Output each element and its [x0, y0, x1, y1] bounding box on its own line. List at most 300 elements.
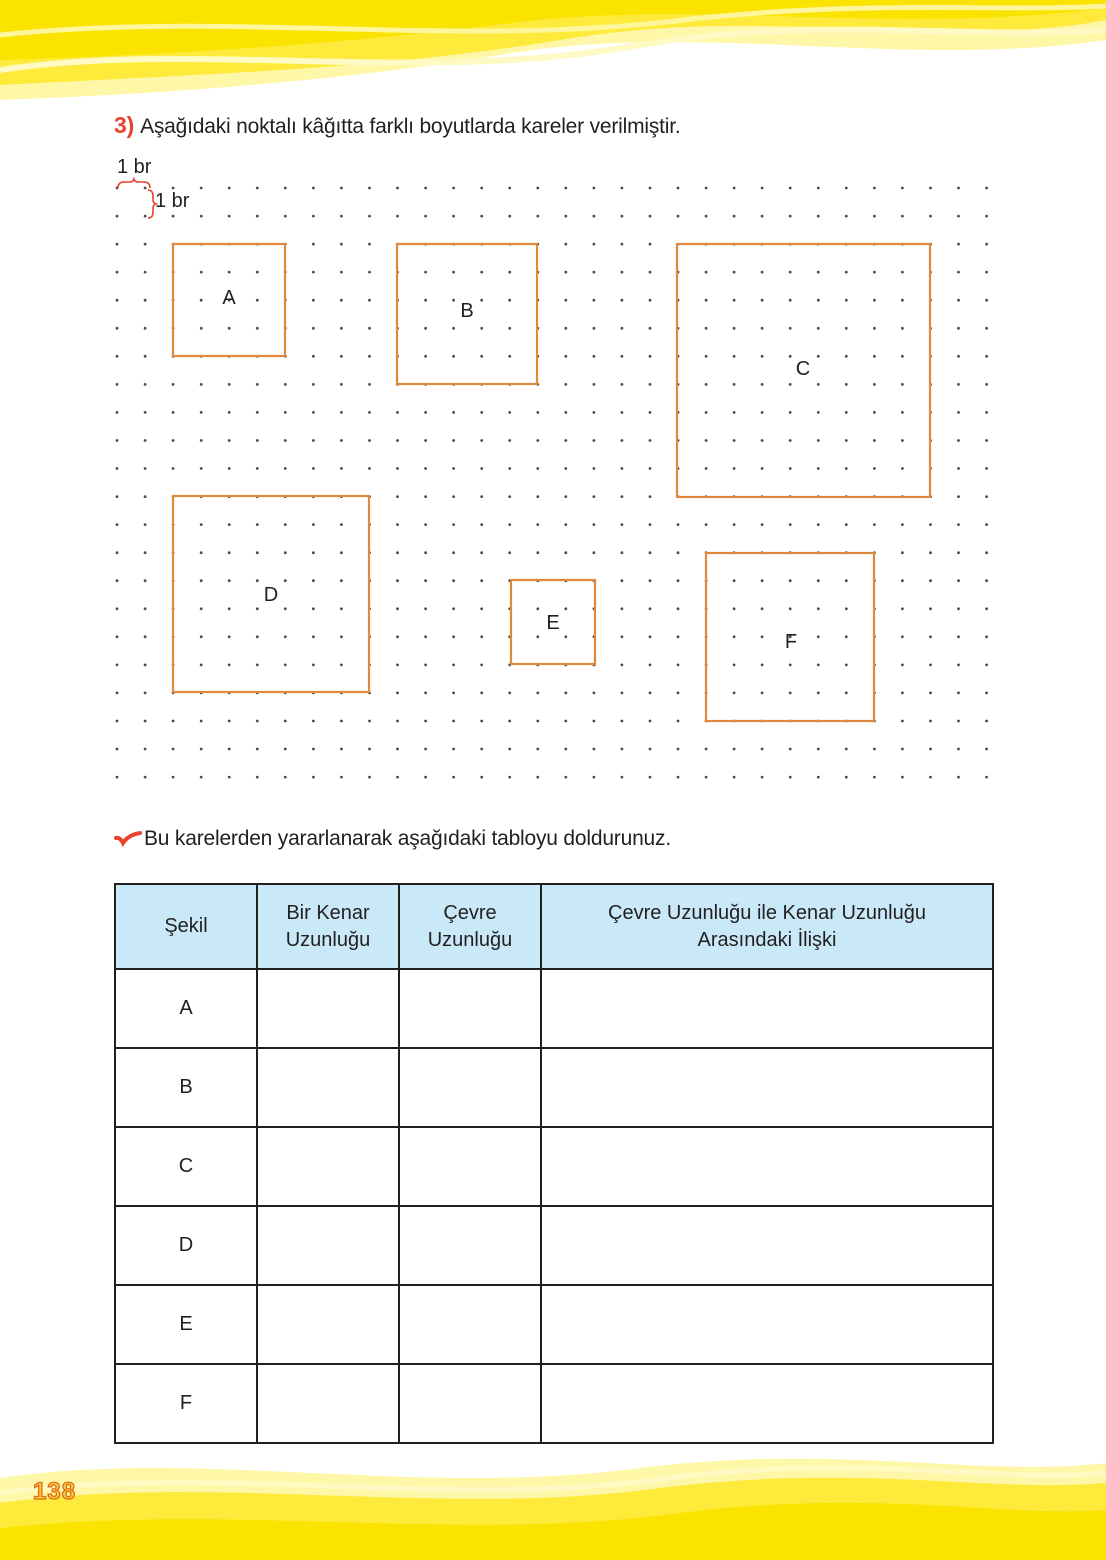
grid-dot [901, 467, 904, 470]
grid-dot [284, 439, 287, 442]
grid-dot [564, 327, 567, 330]
grid-dot [845, 523, 848, 526]
grid-dot [845, 467, 848, 470]
grid-dot [452, 271, 455, 274]
grid-dot [845, 664, 848, 667]
grid-dot [508, 327, 511, 330]
grid-dot [733, 439, 736, 442]
grid-dot [817, 635, 820, 638]
grid-dot [508, 748, 511, 751]
cell-perimeter-input[interactable] [399, 1127, 541, 1206]
grid-dot [144, 579, 147, 582]
grid-dot [284, 607, 287, 610]
grid-dot [649, 664, 652, 667]
grid-dot [733, 271, 736, 274]
header-relation: Çevre Uzunluğu ile Kenar Uzunluğu Arasındaki İlişki [541, 884, 993, 969]
question-text: Aşağıdaki noktalı kâğıtta farklı boyutlarda kareler verilmiştir. [140, 115, 681, 138]
grid-dot [116, 467, 119, 470]
square-e [511, 580, 595, 664]
grid-dot [901, 355, 904, 358]
grid-dot [312, 327, 315, 330]
grid-dot [368, 411, 371, 414]
grid-dot [508, 692, 511, 695]
grid-dot [621, 523, 624, 526]
grid-dot [480, 187, 483, 190]
grid-dot [340, 664, 343, 667]
grid-dot [284, 383, 287, 386]
grid-dot [621, 215, 624, 218]
grid-dot [508, 271, 511, 274]
grid-dot [368, 187, 371, 190]
grid-dot [957, 383, 960, 386]
grid-dot [536, 215, 539, 218]
grid-dot [621, 467, 624, 470]
grid-dot [396, 439, 399, 442]
grid-dot [116, 215, 119, 218]
grid-dot [761, 439, 764, 442]
grid-dot [733, 467, 736, 470]
grid-dot [144, 411, 147, 414]
grid-dot [817, 439, 820, 442]
grid-dot [761, 607, 764, 610]
grid-dot [677, 579, 680, 582]
grid-dot [649, 720, 652, 723]
grid-dot [508, 495, 511, 498]
grid-dot [340, 523, 343, 526]
grid-dot [116, 383, 119, 386]
grid-dot [593, 383, 596, 386]
grid-dot [424, 467, 427, 470]
header-shape: Şekil [115, 884, 257, 969]
grid-dot [424, 720, 427, 723]
grid-dot [677, 523, 680, 526]
grid-dot [705, 355, 708, 358]
cell-perimeter-input[interactable] [399, 1285, 541, 1364]
grid-dot [789, 523, 792, 526]
header-side-length: Bir Kenar Uzunluğu [257, 884, 399, 969]
grid-dot [761, 187, 764, 190]
grid-dot [452, 355, 455, 358]
grid-dot [621, 299, 624, 302]
grid-dot [761, 635, 764, 638]
grid-dot [424, 748, 427, 751]
grid-dot [621, 355, 624, 358]
grid-dot [929, 664, 932, 667]
grid-dot [901, 411, 904, 414]
grid-dot [284, 523, 287, 526]
grid-dot [116, 720, 119, 723]
grid-dot [116, 327, 119, 330]
grid-dot [621, 607, 624, 610]
cell-relation-input[interactable] [541, 1127, 993, 1206]
grid-dot [649, 579, 652, 582]
grid-dot [957, 692, 960, 695]
grid-dot [200, 748, 203, 751]
grid-dot [564, 411, 567, 414]
grid-dot [256, 439, 259, 442]
cell-shape: C [115, 1127, 257, 1206]
grid-dot [368, 327, 371, 330]
cell-relation-input[interactable] [541, 1285, 993, 1364]
cell-perimeter-input[interactable] [399, 969, 541, 1048]
grid-dot [789, 299, 792, 302]
grid-dot [733, 355, 736, 358]
page-number: 138 [33, 1478, 77, 1505]
question-number: 3) [114, 112, 135, 138]
grid-dot [901, 299, 904, 302]
grid-dot [536, 551, 539, 554]
grid-dot [564, 776, 567, 779]
grid-dot [873, 187, 876, 190]
grid-dot [957, 720, 960, 723]
grid-dot [200, 271, 203, 274]
grid-dot [705, 327, 708, 330]
grid-dot [817, 664, 820, 667]
grid-dot [733, 327, 736, 330]
grid-dot [116, 607, 119, 610]
grid-dot [116, 271, 119, 274]
cell-side-input[interactable] [257, 969, 399, 1048]
grid-dot [705, 271, 708, 274]
grid-dot [985, 776, 988, 779]
grid-dot [340, 243, 343, 246]
grid-dot [452, 187, 455, 190]
grid-dot [508, 355, 511, 358]
grid-dot [593, 187, 596, 190]
grid-dot [789, 355, 792, 358]
grid-dot [649, 327, 652, 330]
grid-dot [312, 243, 315, 246]
grid-dot [536, 748, 539, 751]
grid-dot [621, 748, 624, 751]
cell-relation-input[interactable] [541, 1364, 993, 1443]
grid-dot [480, 495, 483, 498]
grid-dot [116, 495, 119, 498]
grid-dot [452, 299, 455, 302]
grid-dot [396, 523, 399, 526]
cell-shape: B [115, 1048, 257, 1127]
grid-dot [480, 607, 483, 610]
grid-dot [116, 243, 119, 246]
grid-dot [480, 355, 483, 358]
grid-dot [901, 692, 904, 695]
grid-dot [200, 776, 203, 779]
grid-dot [649, 495, 652, 498]
grid-dot [144, 383, 147, 386]
grid-dot [312, 271, 315, 274]
grid-dot [340, 748, 343, 751]
grid-dot [621, 411, 624, 414]
grid-dot [116, 692, 119, 695]
grid-dot [480, 551, 483, 554]
grid-dot [593, 215, 596, 218]
cell-side-input[interactable] [257, 1364, 399, 1443]
grid-dot [228, 271, 231, 274]
grid-dot [593, 467, 596, 470]
grid-dot [256, 299, 259, 302]
grid-dot [677, 776, 680, 779]
grid-dot [480, 692, 483, 695]
grid-dot [985, 467, 988, 470]
cell-perimeter-input[interactable] [399, 1048, 541, 1127]
grid-dot [284, 776, 287, 779]
grid-dot [705, 776, 708, 779]
grid-dot [957, 187, 960, 190]
cell-shape: A [115, 969, 257, 1048]
grid-dot [424, 271, 427, 274]
grid-dot [424, 215, 427, 218]
grid-dot [789, 439, 792, 442]
grid-dot [873, 411, 876, 414]
grid-dot [116, 776, 119, 779]
grid-dot [256, 776, 259, 779]
grid-dot [536, 692, 539, 695]
grid-dot [536, 720, 539, 723]
grid-dot [957, 327, 960, 330]
grid-dot [677, 607, 680, 610]
grid-dot [424, 187, 427, 190]
grid-dot [340, 439, 343, 442]
grid-dot [649, 551, 652, 554]
grid-dot [256, 607, 259, 610]
grid-dot [564, 692, 567, 695]
grid-dot [340, 355, 343, 358]
grid-dot [480, 664, 483, 667]
grid-dot [480, 439, 483, 442]
grid-dot [144, 776, 147, 779]
grid-dot [705, 383, 708, 386]
grid-dot [228, 720, 231, 723]
grid-dot [144, 720, 147, 723]
grid-dot [564, 720, 567, 723]
grid-dot [817, 327, 820, 330]
grid-dot [480, 523, 483, 526]
cell-relation-input[interactable] [541, 1206, 993, 1285]
grid-dot [116, 748, 119, 751]
grid-dot [677, 635, 680, 638]
grid-dot [817, 523, 820, 526]
grid-dot [172, 187, 175, 190]
grid-dot [284, 635, 287, 638]
grid-dot [312, 579, 315, 582]
grid-dot [929, 215, 932, 218]
grid-dot [312, 299, 315, 302]
unit-label-vertical: 1 br [155, 190, 190, 212]
grid-dot [901, 551, 904, 554]
grid-dot [564, 299, 567, 302]
grid-dot [284, 664, 287, 667]
grid-dot [985, 243, 988, 246]
grid-dot [256, 635, 259, 638]
grid-dot [312, 187, 315, 190]
grid-dot [985, 692, 988, 695]
grid-dot [312, 551, 315, 554]
grid-dot [312, 439, 315, 442]
grid-dot [901, 215, 904, 218]
grid-dot [873, 271, 876, 274]
grid-dot [228, 635, 231, 638]
grid-dot [901, 439, 904, 442]
grid-dot [228, 467, 231, 470]
cell-shape: D [115, 1206, 257, 1285]
grid-dot [733, 215, 736, 218]
grid-dot [789, 411, 792, 414]
grid-dot [200, 327, 203, 330]
grid-dot [817, 776, 820, 779]
grid-dot [985, 523, 988, 526]
cell-perimeter-input[interactable] [399, 1206, 541, 1285]
grid-dot [649, 355, 652, 358]
grid-dot [593, 355, 596, 358]
table-row [115, 969, 993, 1048]
grid-dot [396, 664, 399, 667]
grid-dot [284, 187, 287, 190]
grid-dot [929, 187, 932, 190]
grid-dot [144, 607, 147, 610]
grid-dot [452, 776, 455, 779]
square-a [173, 244, 285, 356]
grid-dot [789, 579, 792, 582]
grid-dot [564, 271, 567, 274]
grid-dot [424, 776, 427, 779]
cell-side-input[interactable] [257, 1206, 399, 1285]
grid-dot [649, 411, 652, 414]
grid-dot [144, 271, 147, 274]
grid-dot [536, 635, 539, 638]
grid-dot [901, 187, 904, 190]
grid-dot [508, 523, 511, 526]
grid-dot [368, 383, 371, 386]
grid-dot [284, 748, 287, 751]
grid-dot [200, 579, 203, 582]
grid-dot [733, 607, 736, 610]
grid-dot [452, 467, 455, 470]
grid-dot [845, 579, 848, 582]
grid-dot [621, 635, 624, 638]
grid-dot [172, 776, 175, 779]
grid-dot [593, 720, 596, 723]
grid-dot [845, 439, 848, 442]
grid-dot [396, 411, 399, 414]
grid-dot [424, 439, 427, 442]
cell-side-input[interactable] [257, 1127, 399, 1206]
grid-dot [256, 327, 259, 330]
grid-dot [677, 720, 680, 723]
grid-dot [144, 299, 147, 302]
cell-side-input[interactable] [257, 1048, 399, 1127]
grid-dot [761, 215, 764, 218]
grid-dot [312, 748, 315, 751]
grid-dot [564, 243, 567, 246]
grid-dot [564, 607, 567, 610]
grid-dot [677, 215, 680, 218]
grid-dot [284, 467, 287, 470]
grid-dot [508, 187, 511, 190]
grid-dot [340, 271, 343, 274]
grid-dot [284, 551, 287, 554]
grid-dot [789, 383, 792, 386]
grid-dot [957, 271, 960, 274]
grid-dot [368, 720, 371, 723]
grid-dot [424, 495, 427, 498]
cell-perimeter-input[interactable] [399, 1364, 541, 1443]
grid-dot [424, 355, 427, 358]
grid-dot [508, 215, 511, 218]
grid-dot [452, 327, 455, 330]
grid-dot [480, 720, 483, 723]
grid-dot [845, 692, 848, 695]
grid-dot [929, 579, 932, 582]
grid-dot [144, 664, 147, 667]
grid-dot [536, 439, 539, 442]
grid-dot [144, 467, 147, 470]
grid-dot [536, 523, 539, 526]
grid-dot [312, 607, 315, 610]
grid-dot [144, 551, 147, 554]
grid-dot [424, 327, 427, 330]
grid-dot [396, 215, 399, 218]
grid-dot [480, 299, 483, 302]
grid-dot [144, 748, 147, 751]
grid-dot [929, 748, 932, 751]
grid-dot [649, 299, 652, 302]
grid-dot [116, 299, 119, 302]
grid-dot [312, 635, 315, 638]
grid-dot [845, 748, 848, 751]
grid-dot [817, 692, 820, 695]
grid-dot [340, 776, 343, 779]
grid-dot [228, 551, 231, 554]
cell-shape: F [115, 1364, 257, 1443]
grid-dot [564, 551, 567, 554]
cell-relation-input[interactable] [541, 1048, 993, 1127]
grid-dot [845, 635, 848, 638]
grid-dot [621, 327, 624, 330]
grid-dot [985, 327, 988, 330]
cell-relation-input[interactable] [541, 969, 993, 1048]
grid-dot [452, 215, 455, 218]
grid-dot [789, 327, 792, 330]
grid-dot [985, 495, 988, 498]
grid-dot [705, 187, 708, 190]
grid-dot [593, 243, 596, 246]
grid-dot [761, 271, 764, 274]
grid-dot [593, 748, 596, 751]
grid-dot [957, 355, 960, 358]
grid-dot [733, 748, 736, 751]
grid-dot [200, 551, 203, 554]
grid-dot [789, 271, 792, 274]
grid-dot [172, 748, 175, 751]
grid-dot [705, 215, 708, 218]
grid-dot [789, 467, 792, 470]
grid-dot [200, 439, 203, 442]
cell-side-input[interactable] [257, 1285, 399, 1364]
grid-dot [789, 776, 792, 779]
grid-dot [593, 776, 596, 779]
grid-dot [705, 439, 708, 442]
grid-dot [228, 327, 231, 330]
grid-dot [733, 187, 736, 190]
grid-dot [200, 411, 203, 414]
grid-dot [144, 355, 147, 358]
grid-dot [817, 355, 820, 358]
grid-dot [116, 551, 119, 554]
grid-dot [901, 776, 904, 779]
table-header-row [115, 884, 993, 969]
grid-dot [845, 299, 848, 302]
grid-dot [873, 523, 876, 526]
